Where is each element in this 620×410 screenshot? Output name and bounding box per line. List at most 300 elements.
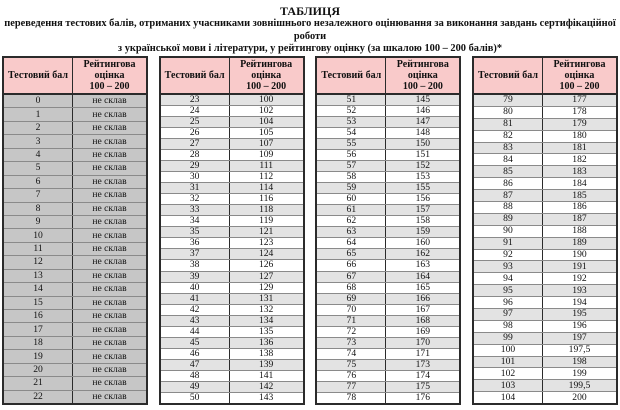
rating-cell: 118	[259, 204, 274, 216]
table-row	[4, 269, 146, 282]
test-score-cell: 17	[4, 323, 73, 335]
rating-cell: 168	[415, 314, 430, 326]
table-row	[161, 326, 303, 337]
test-score-cell: 48	[161, 371, 230, 381]
test-score-cell: 26	[161, 128, 230, 138]
table-row	[4, 215, 146, 228]
table-row	[161, 204, 303, 215]
table-row	[4, 134, 146, 147]
table-row	[4, 390, 146, 403]
table-row	[474, 142, 616, 154]
rating-cell: 163	[415, 259, 430, 271]
rating-cell: 135	[258, 325, 274, 337]
rating-cell: 145	[415, 94, 430, 106]
rating-cell: 182	[572, 153, 587, 165]
table-row	[4, 242, 146, 255]
test-score-cell: 49	[161, 382, 230, 392]
table-row	[474, 249, 616, 261]
test-score-cell: 11	[4, 243, 73, 255]
table-row	[4, 336, 146, 349]
test-score-cell: 71	[317, 316, 386, 326]
table-row	[474, 356, 616, 368]
rating-cell: 153	[415, 171, 430, 183]
rating-cell: 114	[259, 182, 274, 194]
table-row	[474, 332, 616, 344]
test-score-cell: 103	[474, 380, 543, 391]
rating-cell: 151	[415, 149, 430, 161]
table-row	[161, 293, 303, 304]
test-score-cell: 15	[4, 297, 73, 309]
table-row	[161, 149, 303, 160]
table-row	[474, 284, 616, 296]
table-row	[161, 182, 303, 193]
test-score-cell: 0	[4, 95, 73, 107]
table-row	[317, 392, 459, 403]
test-score-cell: 23	[161, 95, 230, 105]
test-score-cell: 29	[161, 161, 230, 171]
table-row	[4, 107, 146, 120]
table-row	[161, 105, 303, 116]
test-score-cell: 45	[161, 338, 230, 348]
table-rows	[317, 95, 459, 403]
test-score-cell: 51	[317, 95, 386, 105]
test-score-cell: 39	[161, 272, 230, 282]
table-row	[317, 370, 459, 381]
rating-cell: не склав	[92, 216, 127, 228]
table-row	[317, 138, 459, 149]
table-row	[317, 193, 459, 204]
rating-cell: не склав	[92, 229, 127, 241]
test-score-cell: 64	[317, 238, 386, 248]
test-score-cell: 86	[474, 178, 543, 189]
table-row	[161, 138, 303, 149]
rating-cell: 194	[572, 296, 587, 308]
test-score-cell: 65	[317, 249, 386, 259]
test-score-cell: 97	[474, 309, 543, 320]
rating-cell: не склав	[92, 323, 127, 335]
rating-cell: не склав	[92, 202, 127, 214]
test-score-cell: 4	[4, 149, 73, 161]
table-row	[161, 304, 303, 315]
rating-cell: 200	[572, 391, 587, 403]
column-header-test-score: Тестовий бал	[317, 58, 386, 93]
test-score-cell: 62	[317, 216, 386, 226]
rating-cell: 187	[572, 213, 587, 225]
table-row	[4, 363, 146, 376]
rating-cell: 190	[572, 249, 587, 261]
rating-cell: не склав	[92, 310, 127, 322]
test-score-cell: 24	[161, 106, 230, 116]
rating-cell: 165	[415, 281, 430, 293]
test-score-cell: 68	[317, 283, 386, 293]
rating-cell: 100	[258, 94, 274, 106]
test-score-cell: 90	[474, 226, 543, 237]
rating-cell: 127	[258, 270, 274, 282]
column-header-rating	[73, 58, 146, 93]
rating-cell: 186	[572, 201, 587, 213]
test-score-cell: 89	[474, 214, 543, 225]
rating-cell: не склав	[92, 256, 127, 268]
table-row	[161, 259, 303, 270]
test-score-cell: 13	[4, 270, 73, 282]
table-row	[474, 189, 616, 201]
test-score-cell: 81	[474, 119, 543, 130]
rating-cell: 189	[572, 237, 587, 249]
test-score-cell: 25	[161, 117, 230, 127]
test-score-cell: 55	[317, 139, 386, 149]
table-row	[317, 259, 459, 270]
table-row	[474, 296, 616, 308]
table-row	[4, 282, 146, 295]
table-row	[161, 116, 303, 127]
table-row	[317, 149, 459, 160]
column-header-rating	[543, 58, 616, 93]
rating-cell: 178	[572, 106, 587, 118]
rating-cell: 141	[258, 369, 274, 381]
rating-cell: 158	[415, 215, 430, 227]
table-row	[317, 116, 459, 127]
rating-cell: 139	[258, 358, 274, 370]
table-row	[317, 171, 459, 182]
rating-cell: не склав	[92, 175, 127, 187]
rating-cell: 183	[572, 165, 587, 177]
test-score-cell: 37	[161, 249, 230, 259]
rating-cell: 193	[572, 284, 587, 296]
rating-cell: 175	[415, 380, 430, 392]
rating-cell: не склав	[92, 296, 127, 308]
rating-header-line: оцінка	[251, 70, 282, 81]
table-row	[474, 272, 616, 284]
table-row	[317, 359, 459, 370]
title-subtitle-line-2: з української мови і літератури, у рейтингову оцінку (за шкалою 100 – 200 балів)*	[117, 43, 503, 54]
rating-cell: 184	[572, 177, 587, 189]
rating-cell: 147	[415, 116, 430, 128]
table-header	[161, 58, 303, 95]
rating-cell: не склав	[92, 243, 127, 255]
column-header-test-score: Тестовий бал	[4, 58, 73, 93]
test-score-cell: 8	[4, 203, 73, 215]
test-score-cell: 75	[317, 360, 386, 370]
rating-cell: 169	[415, 325, 430, 337]
table-row	[4, 255, 146, 268]
title-subtitle-line-1: переведення тестових балів, отриманих учасниками зовнішнього незалежного оцінювання за виконання завдань сертифікаційної роботи	[4, 18, 616, 42]
score-table-4	[472, 56, 618, 405]
test-score-cell: 27	[161, 139, 230, 149]
table-row	[161, 237, 303, 248]
rating-cell: не склав	[92, 390, 127, 402]
table-row	[161, 95, 303, 105]
test-score-cell: 10	[4, 229, 73, 241]
rating-cell: 116	[259, 193, 274, 205]
test-score-cell: 20	[4, 364, 73, 376]
test-score-cell: 101	[474, 357, 543, 368]
test-score-cell: 41	[161, 294, 230, 304]
rating-cell: 136	[258, 336, 274, 348]
table-row	[317, 381, 459, 392]
rating-cell: 107	[258, 138, 274, 150]
test-score-cell: 78	[317, 393, 386, 403]
rating-header-line: Рейтингова	[553, 59, 606, 70]
column-header-rating	[386, 58, 459, 93]
rating-header-line: Рейтингова	[396, 59, 449, 70]
table-row	[317, 293, 459, 304]
test-score-cell: 3	[4, 135, 73, 147]
test-score-cell: 96	[474, 297, 543, 308]
rating-cell: 143	[258, 391, 274, 403]
rating-header-line: 100 – 200	[402, 81, 443, 92]
test-score-cell: 46	[161, 349, 230, 359]
table-row	[317, 315, 459, 326]
test-score-cell: 102	[474, 368, 543, 379]
test-score-cell: 93	[474, 261, 543, 272]
table-row	[4, 309, 146, 322]
rating-cell: 199,5	[568, 379, 591, 391]
test-score-cell: 40	[161, 283, 230, 293]
test-score-cell: 94	[474, 273, 543, 284]
rating-cell: не склав	[92, 135, 127, 147]
column-header-test-score: Тестовий бал	[474, 58, 543, 93]
test-score-cell: 80	[474, 107, 543, 118]
rating-cell: не склав	[92, 350, 127, 362]
rating-cell: не склав	[92, 122, 127, 134]
rating-cell: 196	[572, 320, 587, 332]
table-row	[474, 260, 616, 272]
test-score-cell: 61	[317, 205, 386, 215]
test-score-cell: 30	[161, 172, 230, 182]
rating-cell: 173	[415, 358, 430, 370]
rating-cell: 146	[415, 105, 430, 117]
table-header	[317, 58, 459, 95]
test-score-cell: 36	[161, 238, 230, 248]
rating-cell: 119	[259, 215, 274, 227]
test-score-cell: 21	[4, 377, 73, 389]
test-score-cell: 12	[4, 256, 73, 268]
rating-header-line: 100 – 200	[246, 81, 287, 92]
rating-cell: 112	[259, 171, 274, 183]
test-score-cell: 104	[474, 392, 543, 403]
test-score-cell: 60	[317, 194, 386, 204]
test-score-cell: 98	[474, 321, 543, 332]
rating-cell: 156	[415, 193, 430, 205]
score-table-1	[2, 56, 148, 405]
rating-header-line: Рейтингова	[240, 59, 293, 70]
test-score-cell: 19	[4, 350, 73, 362]
table-row	[317, 204, 459, 215]
test-score-cell: 91	[474, 238, 543, 249]
test-score-cell: 56	[317, 150, 386, 160]
table-row	[161, 171, 303, 182]
test-score-cell: 1	[4, 108, 73, 120]
table-row	[4, 148, 146, 161]
test-score-cell: 87	[474, 190, 543, 201]
title-block	[0, 4, 620, 56]
rating-cell: 185	[572, 189, 587, 201]
test-score-cell: 84	[474, 154, 543, 165]
rating-cell: 142	[258, 380, 274, 392]
table-row	[4, 322, 146, 335]
test-score-cell: 9	[4, 216, 73, 228]
table-row	[4, 161, 146, 174]
rating-cell: 195	[572, 308, 587, 320]
test-score-cell: 28	[161, 150, 230, 160]
rating-cell: не склав	[92, 337, 127, 349]
table-row	[474, 201, 616, 213]
test-score-cell: 73	[317, 338, 386, 348]
rating-cell: 157	[415, 204, 430, 216]
table-row	[317, 182, 459, 193]
rating-cell: 164	[415, 270, 430, 282]
rating-cell: не склав	[92, 363, 127, 375]
test-score-cell: 63	[317, 227, 386, 237]
test-score-cell: 7	[4, 189, 73, 201]
test-score-cell: 59	[317, 183, 386, 193]
test-score-cell: 14	[4, 283, 73, 295]
rating-cell: не склав	[92, 269, 127, 281]
table-row	[317, 248, 459, 259]
rating-cell: 191	[572, 260, 587, 272]
test-score-cell: 2	[4, 122, 73, 134]
table-rows	[161, 95, 303, 403]
test-score-cell: 34	[161, 216, 230, 226]
page-title: ТАБЛИЦЯ	[280, 4, 340, 18]
rating-cell: 159	[415, 226, 430, 238]
table-row	[474, 225, 616, 237]
test-score-cell: 6	[4, 176, 73, 188]
table-row	[317, 304, 459, 315]
test-score-cell: 100	[474, 345, 543, 356]
table-row	[317, 105, 459, 116]
table-row	[161, 359, 303, 370]
rating-header-line: Рейтингова	[83, 59, 136, 70]
test-score-cell: 79	[474, 95, 543, 106]
rating-cell: 104	[258, 116, 274, 128]
test-score-cell: 88	[474, 202, 543, 213]
table-row	[161, 160, 303, 171]
table-row	[4, 296, 146, 309]
table-row	[161, 315, 303, 326]
test-score-cell: 72	[317, 327, 386, 337]
table-row	[161, 226, 303, 237]
test-score-cell: 32	[161, 194, 230, 204]
table-row	[4, 202, 146, 215]
rating-cell: 121	[258, 226, 274, 238]
table-row	[317, 160, 459, 171]
table-row	[474, 153, 616, 165]
rating-cell: 188	[572, 225, 587, 237]
rating-cell: 123	[258, 237, 274, 249]
table-rows	[474, 95, 616, 403]
rating-cell: 197,5	[568, 344, 591, 356]
rating-cell: 177	[572, 94, 587, 106]
rating-header-line: оцінка	[564, 70, 595, 81]
table-row	[317, 95, 459, 105]
test-score-cell: 54	[317, 128, 386, 138]
table-header	[474, 58, 616, 95]
test-score-cell: 47	[161, 360, 230, 370]
table-row	[474, 177, 616, 189]
table-row	[317, 337, 459, 348]
test-score-cell: 22	[4, 391, 73, 403]
test-score-cell: 85	[474, 166, 543, 177]
table-row	[4, 188, 146, 201]
rating-cell: 166	[415, 292, 430, 304]
table-row	[474, 379, 616, 391]
score-table-2	[159, 56, 305, 405]
rating-cell: 131	[258, 292, 274, 304]
test-score-cell: 18	[4, 337, 73, 349]
table-row	[161, 127, 303, 138]
rating-cell: 126	[258, 259, 274, 271]
table-row	[474, 344, 616, 356]
test-score-cell: 53	[317, 117, 386, 127]
table-row	[161, 392, 303, 403]
test-score-cell: 35	[161, 227, 230, 237]
table-row	[317, 237, 459, 248]
table-row	[161, 282, 303, 293]
table-row	[161, 381, 303, 392]
table-row	[4, 95, 146, 107]
rating-cell: 111	[259, 160, 273, 172]
rating-header-line: 100 – 200	[89, 81, 130, 92]
test-score-cell: 42	[161, 305, 230, 315]
rating-cell: 179	[572, 118, 587, 130]
test-score-cell: 31	[161, 183, 230, 193]
column-header-rating	[230, 58, 303, 93]
rating-cell: не склав	[92, 108, 127, 120]
test-score-cell: 70	[317, 305, 386, 315]
rating-cell: не склав	[92, 95, 127, 107]
table-row	[161, 215, 303, 226]
rating-cell: не склав	[92, 377, 127, 389]
table-row	[474, 320, 616, 332]
table-row	[4, 228, 146, 241]
table-row	[474, 391, 616, 403]
table-row	[317, 226, 459, 237]
test-score-cell: 74	[317, 349, 386, 359]
rating-cell: 109	[258, 149, 274, 161]
rating-cell: 198	[572, 356, 587, 368]
test-score-cell: 50	[161, 393, 230, 403]
test-score-cell: 92	[474, 250, 543, 261]
rating-cell: 132	[258, 303, 274, 315]
rating-cell: 134	[258, 314, 274, 326]
rating-cell: 171	[415, 347, 430, 359]
test-score-cell: 33	[161, 205, 230, 215]
table-row	[474, 118, 616, 130]
rating-cell: не склав	[92, 189, 127, 201]
rating-header-line: 100 – 200	[559, 81, 600, 92]
rating-cell: не склав	[92, 162, 127, 174]
rating-cell: 197	[572, 332, 587, 344]
table-row	[474, 165, 616, 177]
rating-cell: 152	[415, 160, 430, 172]
table-row	[474, 213, 616, 225]
test-score-cell: 5	[4, 162, 73, 174]
rating-header-line: оцінка	[407, 70, 438, 81]
test-score-cell: 16	[4, 310, 73, 322]
rating-cell: 199	[572, 367, 587, 379]
test-score-cell: 67	[317, 272, 386, 282]
table-row	[4, 121, 146, 134]
rating-cell: 124	[258, 248, 274, 260]
table-row	[4, 349, 146, 362]
test-score-cell: 99	[474, 333, 543, 344]
rating-cell: 174	[415, 369, 430, 381]
table-row	[317, 348, 459, 359]
test-score-cell: 95	[474, 285, 543, 296]
rating-cell: 170	[415, 336, 430, 348]
table-row	[317, 127, 459, 138]
